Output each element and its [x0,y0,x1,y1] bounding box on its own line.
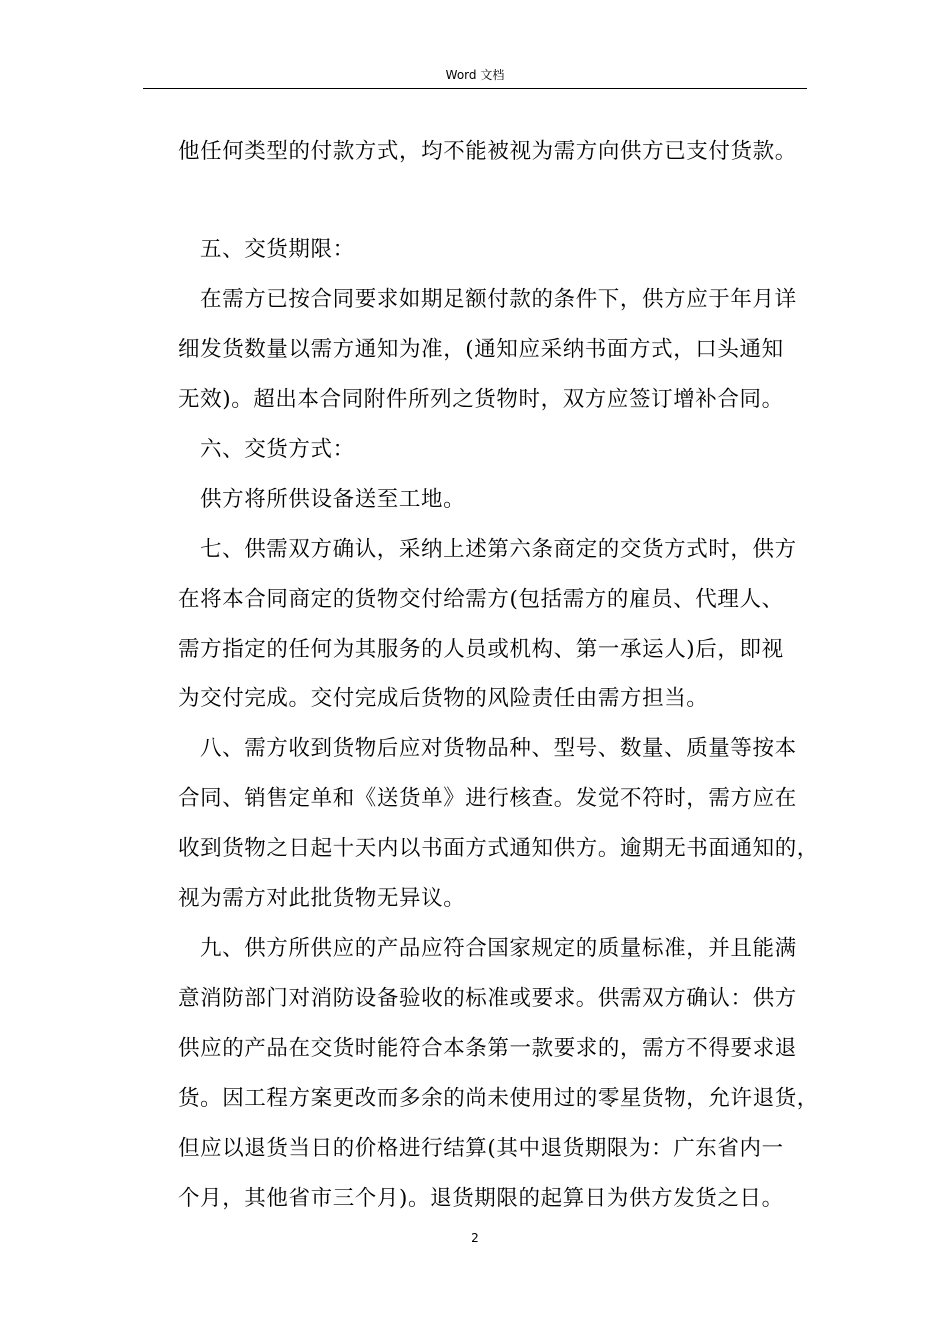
paragraph-line: 在将本合同商定的货物交付给需方(包括需方的雇员、代理人、 [178,587,784,612]
paragraph-line: 细发货数量以需方通知为准，(通知应采纳书面方式，口头通知 [178,337,784,362]
paragraph-line: 意消防部门对消防设备验收的标准或要求。供需双方确认：供方 [178,986,797,1011]
paragraph-line: 个月，其他省市三个月)。退货期限的起算日为供方发货之日。 [178,1186,784,1211]
paragraph-line: 合同、销售定单和《送货单》进行核查。发觉不符时，需方应在 [178,786,797,811]
section-heading-6: 六、交货方式： [200,437,355,462]
paragraph-line: 需方指定的任何为其服务的人员或机构、第一承运人)后，即视 [178,637,784,662]
header-divider [143,88,807,89]
paragraph-line: 视为需方对此批货物无异议。 [178,886,466,911]
paragraph-line: 七、供需双方确认，采纳上述第六条商定的交货方式时，供方 [200,537,797,562]
paragraph-line: 在需方已按合同要求如期足额付款的条件下，供方应于年月详 [200,287,797,312]
paragraph-line: 收到货物之日起十天内以书面方式通知供方。逾期无书面通知的， [178,836,819,861]
paragraph-line: 供应的产品在交货时能符合本条第一款要求的，需方不得要求退 [178,1036,797,1061]
paragraph-line: 供方将所供设备送至工地。 [200,487,466,512]
paragraph-line: 但应以退货当日的价格进行结算(其中退货期限为：广东省内一 [178,1136,784,1161]
page-number: 2 [471,1231,479,1245]
paragraph-line: 八、需方收到货物后应对货物品种、型号、数量、质量等按本 [200,736,797,761]
paragraph-line: 他任何类型的付款方式，均不能被视为需方向供方已支付货款。 [178,139,797,164]
paragraph-line: 无效)。超出本合同附件所列之货物时，双方应签订增补合同。 [178,387,784,412]
paragraph-line: 货。因工程方案更改而多余的尚未使用过的零星货物，允许退货， [178,1086,819,1111]
paragraph-line: 九、供方所供应的产品应符合国家规定的质量标准，并且能满 [200,936,797,961]
page-header-title: Word 文档 [445,68,505,82]
section-heading-5: 五、交货期限： [200,237,355,262]
paragraph-line: 为交付完成。交付完成后货物的风险责任由需方担当。 [178,686,709,711]
